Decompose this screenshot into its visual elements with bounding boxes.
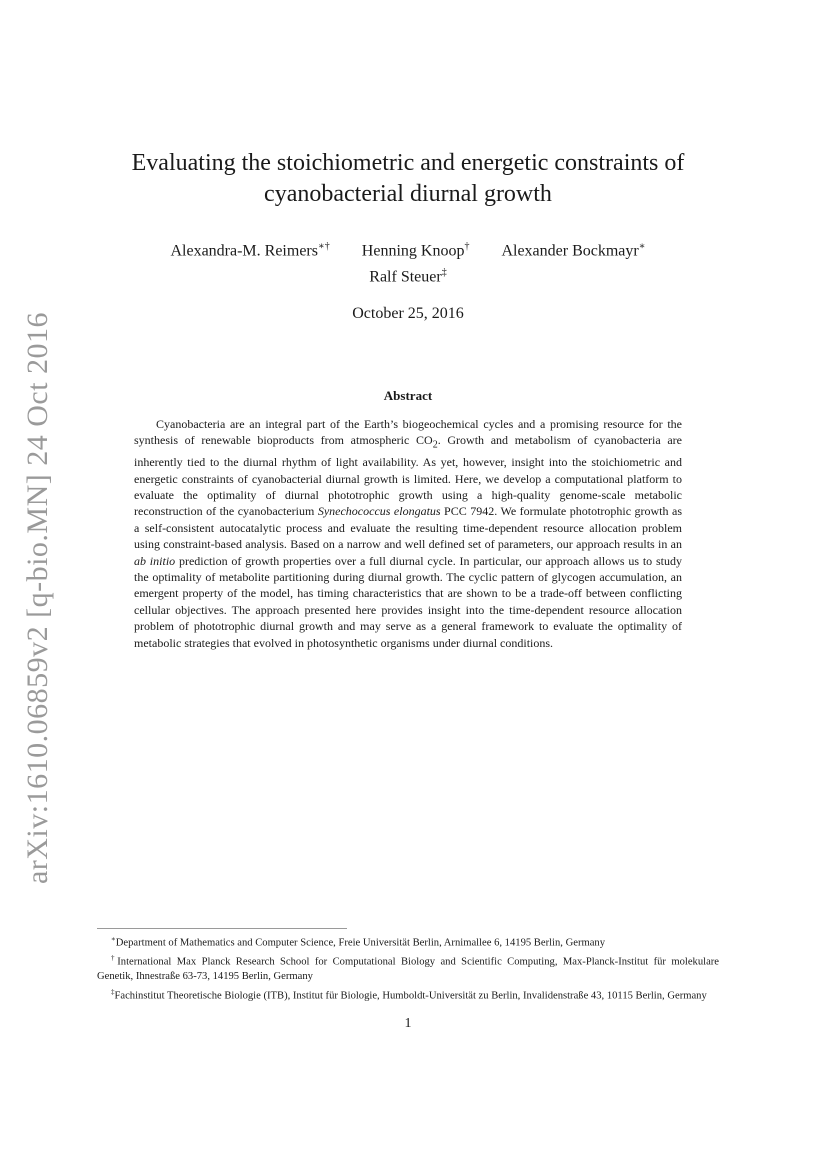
abstract-text-part-2: . Growth and metabolism of cyanobacteria are inherently tied to the diurnal rhythm of light availability. As yet, however, insight into the stoichiometric and energetic constraints of cyanobacterial diurnal growth is limited. Here, we develop a computational platform to evaluate the optimality of diurnal phototrophic growth using a high-quality genome-scale metabolic reconstruction of the cyanobacterium	[134, 433, 683, 519]
author-reimers	[170, 236, 329, 262]
footnote-text: Fachinstitut Theoretische Biologie (ITB), Institut für Biologie, Humboldt-Universität zu Berlin, Invalidenstraße 43, 10115 Berlin, Germany	[114, 990, 707, 1002]
footnote-max-planck	[97, 951, 719, 985]
author-bockmayr	[501, 236, 645, 262]
author-name: Alexander Bockmayr	[501, 242, 639, 260]
author-knoop	[362, 236, 470, 262]
species-name: Synechococcus elongatus	[317, 504, 441, 519]
paper-title	[130, 148, 686, 210]
author-name: Ralf Steuer	[369, 268, 442, 286]
author-name: Alexandra-M. Reimers	[170, 242, 318, 260]
abstract-paragraph	[134, 416, 682, 651]
title-line-2: cyanobacterial diurnal growth	[264, 181, 552, 207]
footnotes	[97, 932, 719, 1003]
abstract-text-part-3: PCC 7942. We formulate phototrophic growth as a self-consistent autocatalytic process and evaluate the resulting time-dependent resource allocation problem using constraint-based analysis. Based on a narrow and well defined set of parameters, our approach results in an	[134, 504, 682, 552]
co2-subscript: 2	[432, 439, 438, 451]
footnote-mark: ‡	[111, 987, 115, 996]
author-affiliation-marks: †	[464, 241, 470, 252]
arxiv-identifier-stamp: arXiv:1610.06859v2 [q-bio.MN] 24 Oct 2016	[21, 311, 54, 885]
footnote-mark: ∗	[111, 935, 116, 943]
abstract-body	[134, 416, 682, 651]
footnote-freie-universitat	[97, 932, 719, 951]
author-affiliation-marks: ∗†	[317, 241, 330, 252]
footnote-text: International Max Planck Research School for Computational Biology and Scientific Computing, Max-Planck-Institut für molekulare Genetik, Ihnestraße 63-73, 14195 Berlin, Germany	[97, 956, 719, 983]
author-affiliation-marks: ‡	[441, 267, 447, 279]
footnote-text: Department of Mathematics and Computer Science, Freie Universität Berlin, Arnimallee 6, 14195 Berlin, Germany	[115, 937, 606, 949]
footnote-humboldt	[97, 985, 719, 1004]
author-affiliation-marks: ∗	[638, 241, 646, 252]
publication-date: October 25, 2016	[352, 305, 464, 322]
title-line-1: Evaluating the stoichiometric and energetic constraints of	[131, 150, 685, 176]
footnote-divider	[97, 928, 347, 929]
abstract-heading: Abstract	[383, 388, 433, 403]
abstract-text-part-4: prediction of growth properties over a full diurnal cycle. In particular, our approach allows us to study the optimality of metabolite partitioning during diurnal growth. The cyclic pattern of glycogen accumulation, an emergent property of the model, has timing characteristics that are shown to be a trade-off between conflicting cellular objectives. The approach presented here provides insight into the time-dependent resource allocation problem of phototrophic diurnal growth and may serve as a general framework to evaluate the optimality of metabolic strategies that evolved in photosynthetic organisms under diurnal conditions.	[134, 553, 682, 650]
footnote-mark: †	[111, 953, 118, 962]
abstract-text-part-1: Cyanobacteria are an integral part of the Earth’s biogeochemical cycles and a promising resource for the synthesis of renewable bioproducts from atmospheric CO	[134, 417, 682, 448]
ab-initio-term: ab initio	[134, 553, 176, 568]
author-steuer	[369, 262, 446, 288]
author-list	[130, 236, 686, 289]
author-row-2	[130, 262, 686, 288]
author-row-1	[130, 236, 686, 262]
page-number: 1	[404, 1016, 412, 1031]
author-name: Henning Knoop	[361, 242, 465, 260]
